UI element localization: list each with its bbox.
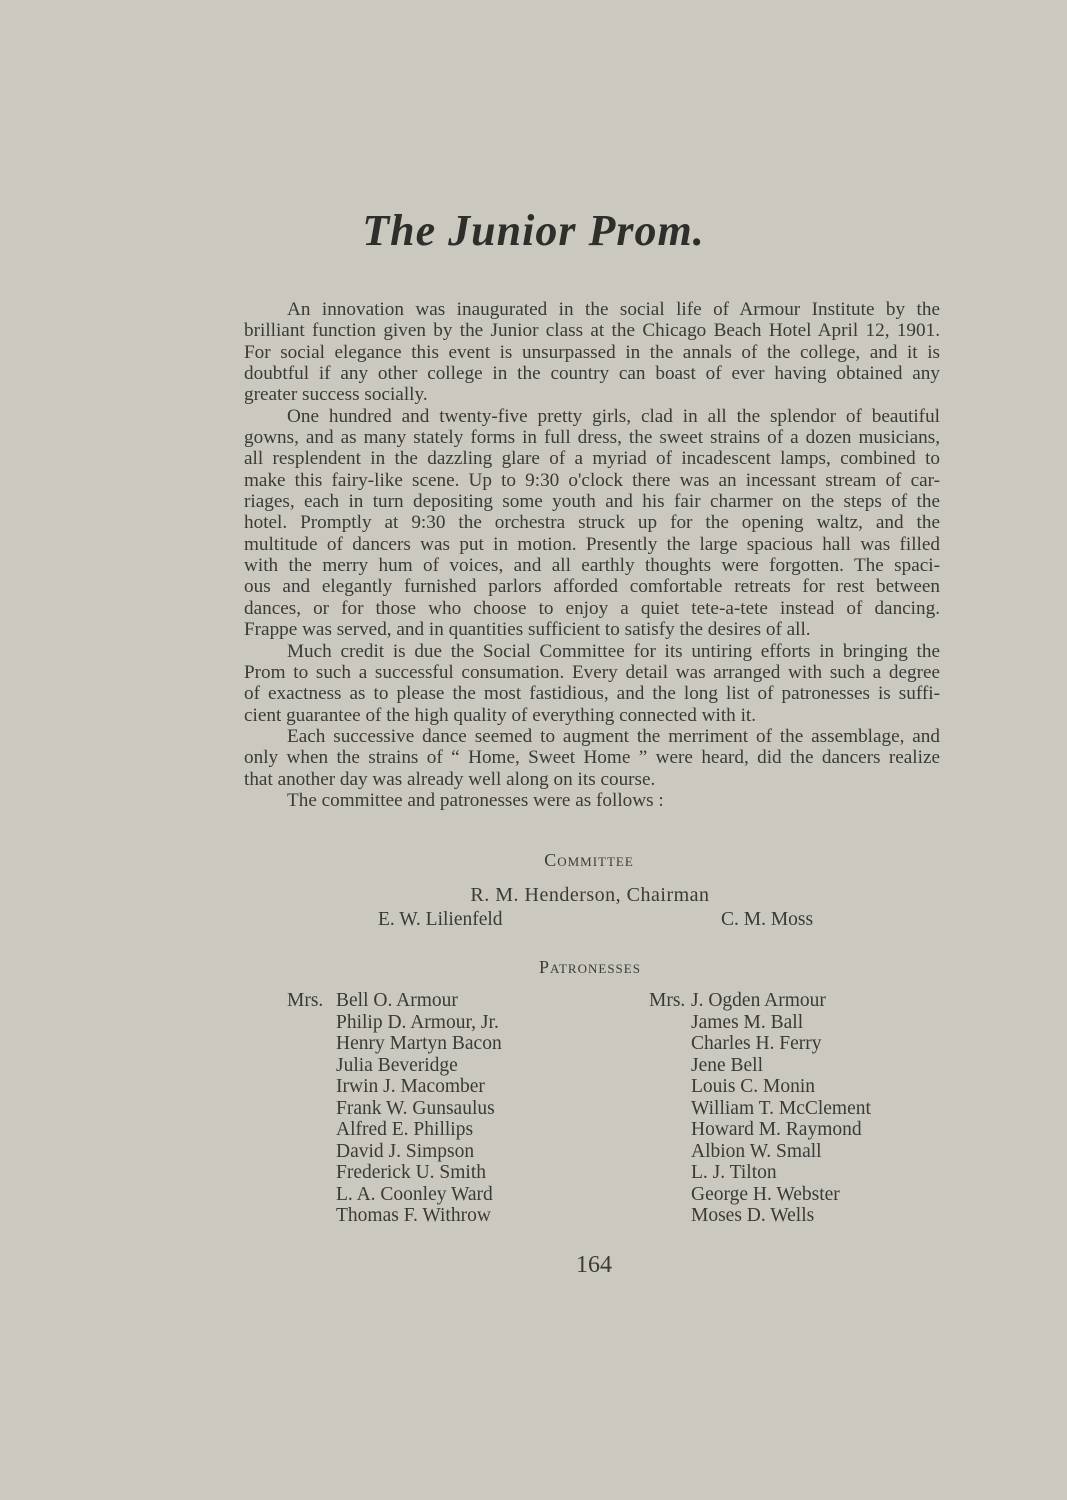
text-line: only when the strains of “ Home, Sweet Home ” were heard, did the dancers realize <box>244 747 940 769</box>
text-line: all resplendent in the dazzling glare of a myriad of incadescent lamps, combined to <box>244 448 940 470</box>
text-line: Frappe was served, and in quantities sufficient to satisfy the desires of all. <box>244 619 811 641</box>
patroness-name: Moses D. Wells <box>691 1205 815 1226</box>
committee-member: C. M. Moss <box>721 909 814 930</box>
patroness-name: Alfred E. Phillips <box>336 1119 474 1140</box>
text-line: doubtful if any other college in the country can boast of ever having obtained any <box>244 363 940 385</box>
committee-member: E. W. Lilienfeld <box>378 909 503 930</box>
patroness-name: Jene Bell <box>691 1054 764 1076</box>
patroness-name: L. J. Tilton <box>691 1162 777 1183</box>
text-line: multitude of dancers was put in motion. Presently the large spacious hall was filled <box>244 533 940 555</box>
text-line: For social elegance this event is unsurpassed in the annals of the college, and it is <box>244 341 940 363</box>
text-line: greater success socially. <box>244 384 428 406</box>
patroness-name: Frederick U. Smith <box>336 1162 487 1183</box>
patroness-name: Henry Martyn Bacon <box>336 1033 502 1054</box>
patroness-name: Albion W. Small <box>691 1140 822 1162</box>
text-line: Each successive dance seemed to augment the merriment of the assemblage, and <box>287 725 940 747</box>
patroness-name: J. Ogden Armour <box>691 990 826 1011</box>
text-line: make this fairy-like scene. Up to 9:30 o'clock there was an incessant stream of car- <box>244 469 940 491</box>
page-number: 164 <box>576 1252 612 1278</box>
patroness-name: Philip D. Armour, Jr. <box>336 1011 499 1033</box>
text-line: The committee and patronesses were as follows : <box>287 789 664 811</box>
text-line: An innovation was inaugurated in the social life of Armour Institute by the <box>287 299 940 320</box>
patronesses-heading: Patronesses <box>539 957 641 977</box>
patroness-name: L. A. Coonley Ward <box>336 1183 493 1205</box>
patronesses-left-column <box>336 990 502 1227</box>
text-line: cient guarantee of the high quality of everything connected with it. <box>244 704 757 726</box>
patroness-name: James M. Ball <box>691 1011 804 1033</box>
committee-chairman: R. M. Henderson, Chairman <box>470 884 710 906</box>
committee-heading: Committee <box>544 850 634 870</box>
prefix-mrs: Mrs. <box>649 990 686 1011</box>
patroness-name: David J. Simpson <box>336 1140 475 1162</box>
text-line: dances, or for those who choose to enjoy a quiet tete-a-tete instead of dancing. <box>244 597 940 619</box>
text-line: that another day was already well along on its course. <box>244 768 656 790</box>
text-line: hotel. Promptly at 9:30 the orchestra struck up for the opening waltz, and the <box>244 512 940 534</box>
text-line: brilliant function given by the Junior class at the Chicago Beach Hotel April 12, 1901. <box>244 320 940 342</box>
text-line: with the merry hum of voices, and all earthly thoughts were forgotten. The spaci- <box>244 555 940 577</box>
patroness-name: Charles H. Ferry <box>691 1033 822 1054</box>
patroness-name: Frank W. Gunsaulus <box>336 1097 495 1119</box>
text-line: of exactness as to please the most fastidious, and the long list of patronesses is suffi- <box>244 683 940 705</box>
patroness-name: Louis C. Monin <box>691 1076 816 1097</box>
patroness-name: William T. McClement <box>691 1097 871 1119</box>
article-body <box>244 299 940 811</box>
text-line: gowns, and as many stately forms in full dress, the sweet strains of a dozen musicians, <box>244 427 940 449</box>
text-line: Prom to such a successful consumation. Every detail was arranged with such a degree <box>244 661 940 683</box>
page-title: The Junior Prom. <box>362 206 705 255</box>
prefix-mrs: Mrs. <box>287 990 324 1011</box>
text-line: One hundred and twenty-five pretty girls, clad in all the splendor of beautiful <box>287 405 940 427</box>
patroness-name: Thomas F. Withrow <box>336 1205 491 1226</box>
text-line: riages, each in turn depositing some youth and his fair charmer on the steps of the <box>244 491 940 513</box>
text-line: Much credit is due the Social Committee for its untiring efforts in bringing the <box>287 640 940 662</box>
patronesses-right-column <box>691 990 871 1227</box>
patroness-name: Julia Beveridge <box>336 1054 458 1076</box>
patroness-name: Howard M. Raymond <box>691 1119 862 1140</box>
text-line: ous and elegantly furnished parlors afforded comfortable retreats for rest between <box>244 576 940 598</box>
patroness-name: Bell O. Armour <box>336 990 458 1011</box>
patroness-name: George H. Webster <box>691 1183 840 1205</box>
patroness-name: Irwin J. Macomber <box>336 1076 485 1097</box>
